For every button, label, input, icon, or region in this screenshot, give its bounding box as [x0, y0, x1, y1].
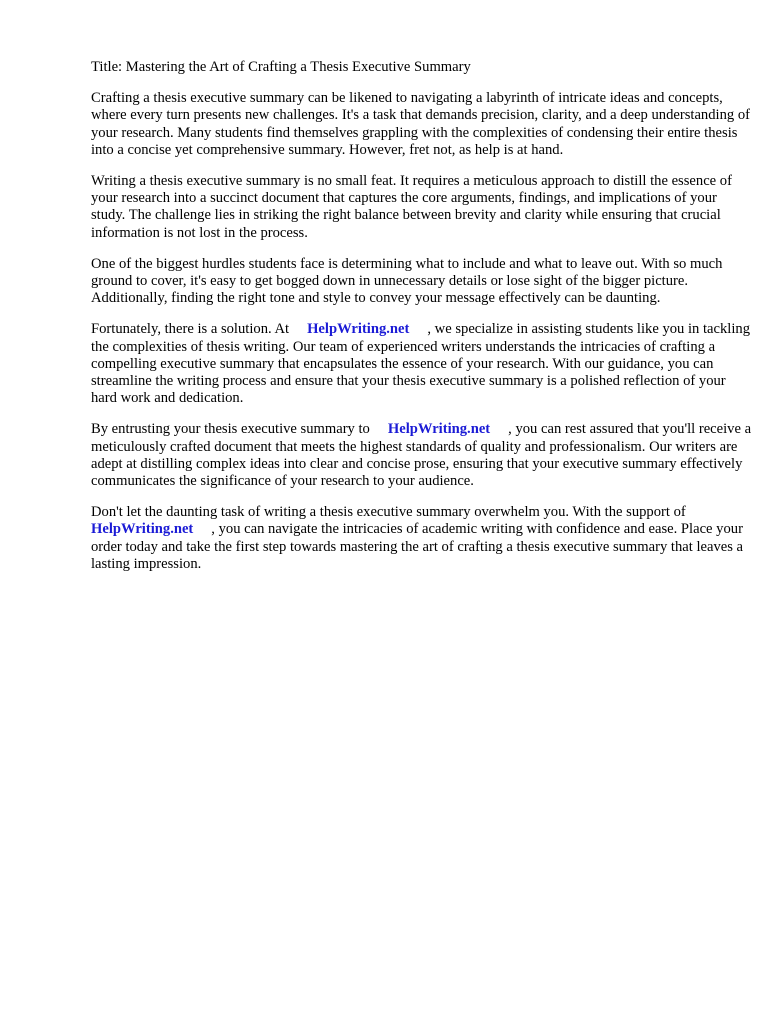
paragraph-closing-after: , you can navigate the intricacies of academic writing with confidence and ease. Place your order today and take the first step towards mastering the art of crafting a thesis executive summary that leaves a lasting impression.: [91, 521, 744, 572]
paragraph-solution-after: , we specialize in assisting students like you in tackling the complexities of thesis writing. Our team of experienced writers understands the intricacies of crafting a compelling executive summary that encapsulates the essence of your research. With our guidance, you can streamline the writing process and ensure that your thesis executive summary is a polished reflection of your hard work and dedication.: [91, 321, 750, 407]
helpwriting-link-2[interactable]: HelpWriting.net: [387, 421, 491, 438]
paragraph-solution: [91, 321, 754, 407]
paragraph-intro: Crafting a thesis executive summary can be likened to navigating a labyrinth of intricate ideas and concepts, where every turn presents new challenges. It's a task that demands precision, clarity, and a deep understanding of your research. Many students find themselves grappling with the complexities of condensing their entire thesis into a concise yet comprehensive summary. However, fret not, as help is at hand.: [91, 90, 750, 158]
paragraph-entrusting: [91, 421, 754, 490]
paragraph-closing: [91, 504, 754, 573]
paragraph-solution-before: Fortunately, there is a solution. At: [91, 321, 290, 338]
paragraph-challenge: Writing a thesis executive summary is no small feat. It requires a meticulous approach to distill the essence of your research into a succinct document that captures the core arguments, findings, and implications of your study. The challenge lies in striking the right balance between brevity and clarity while ensuring that crucial information is not lost in the process.: [91, 173, 732, 241]
paragraph-closing-before: Don't let the daunting task of writing a thesis executive summary overwhelm you. With the support of: [91, 504, 686, 521]
helpwriting-link-1[interactable]: HelpWriting.net: [307, 321, 410, 338]
paragraph-entrusting-before: By entrusting your thesis executive summary to: [91, 421, 370, 438]
paragraph-hurdles: One of the biggest hurdles students face is determining what to include and what to leave out. With so much ground to cover, it's easy to get bogged down in unnecessary details or lose sight of the bigger picture. Additionally, finding the right tone and style to convey your message effectively can be daunting.: [91, 255, 723, 307]
helpwriting-link-3[interactable]: HelpWriting.net: [91, 521, 194, 538]
document-title: Title: Mastering the Art of Crafting a Thesis Executive Summary: [91, 59, 471, 75]
paragraph-entrusting-after: , you can rest assured that you'll receive a meticulously crafted document that meets the highest standards of quality and professionalism. Our writers are adept at distilling complex ideas into clear and concise prose, ensuring that your executive summary effectively communicates the significance of your research to your audience.: [91, 421, 752, 490]
